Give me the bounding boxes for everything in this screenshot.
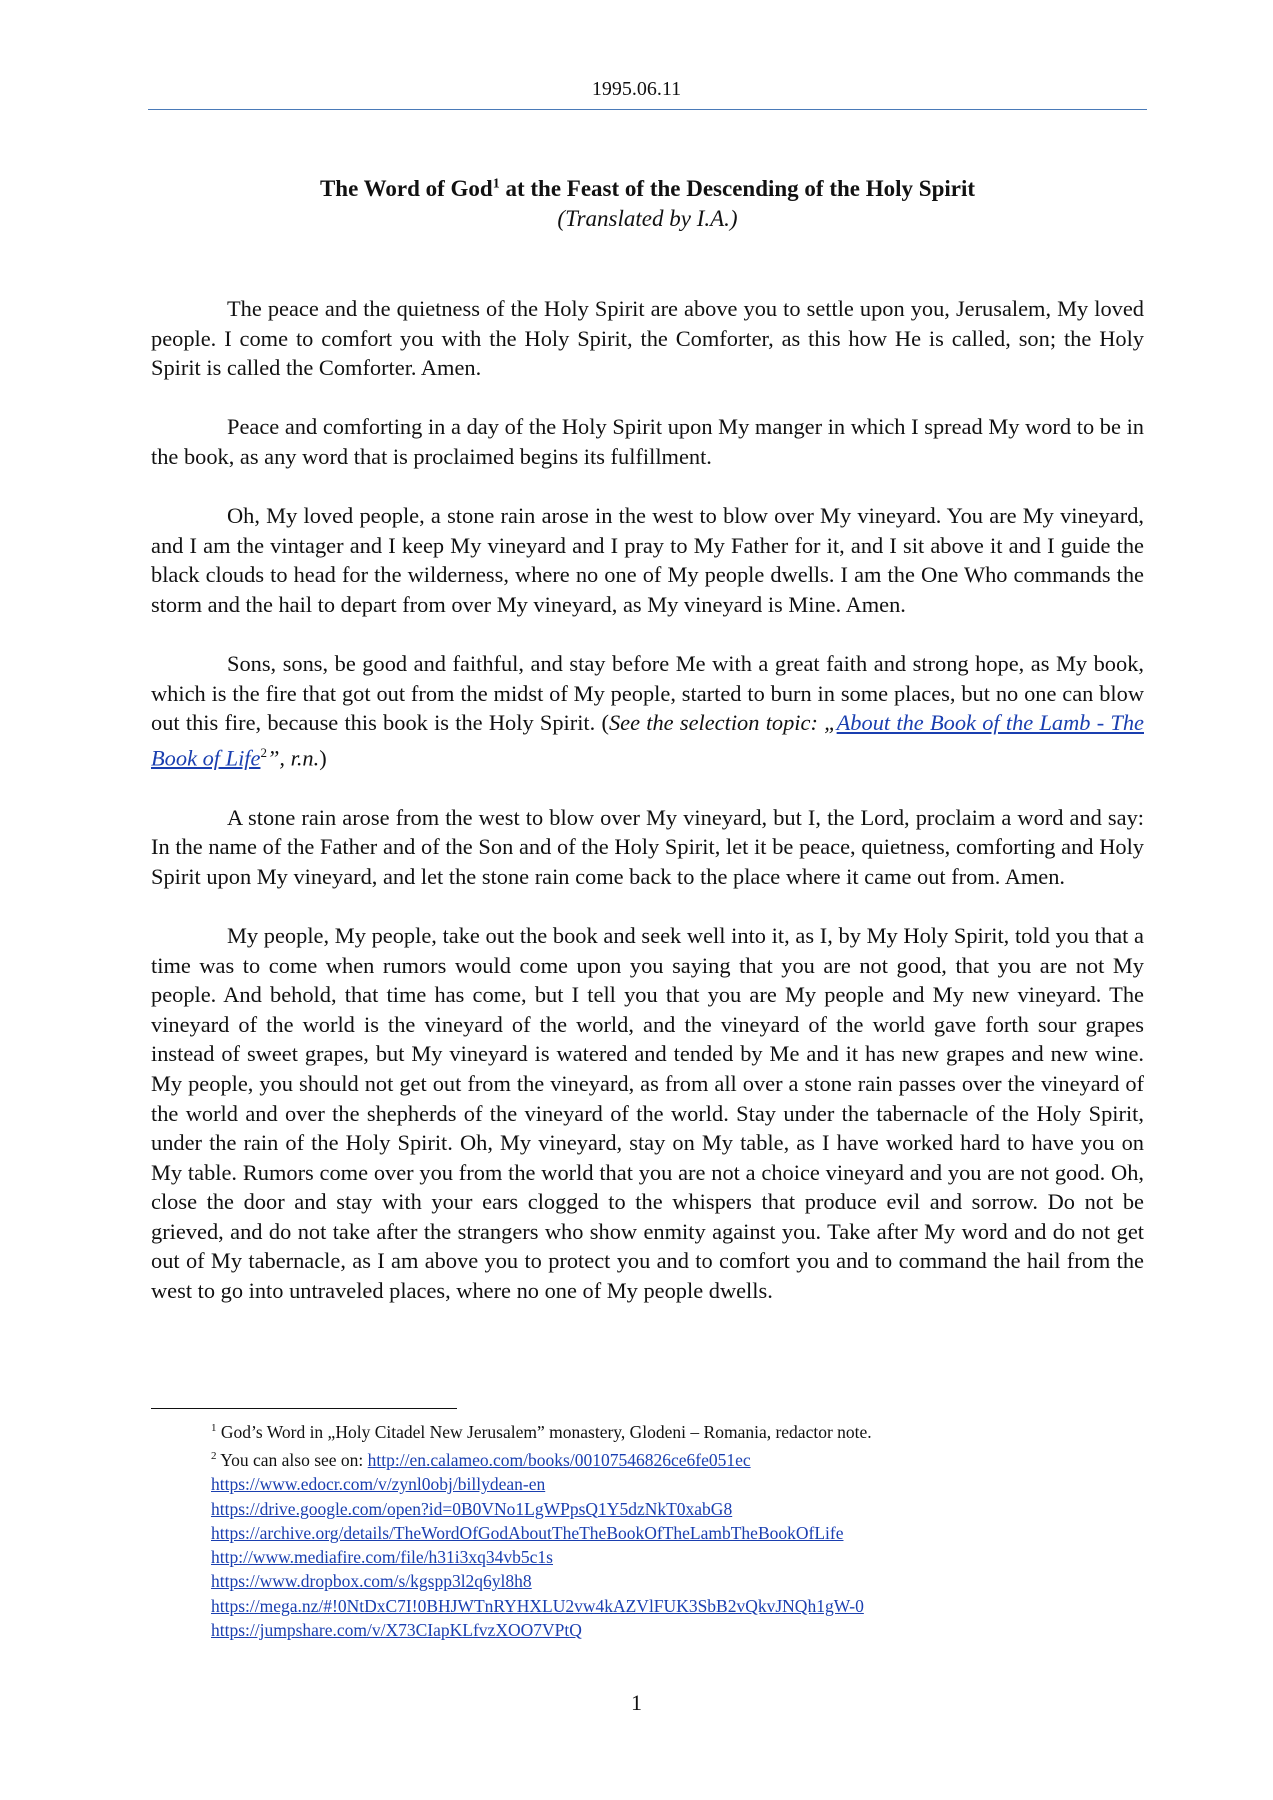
footnote-1 [211, 1416, 1141, 1444]
paragraph-4 [151, 649, 1144, 773]
footnote-link-google-drive[interactable]: https://drive.google.com/open?id=0B0VNo1LgWPpsQ1Y5dzNkT0xabG8 [211, 1498, 733, 1519]
footnote-link-list [211, 1472, 1141, 1642]
footnote-link-dropbox[interactable]: https://www.dropbox.com/s/kgspp3l2q6yl8h8 [211, 1571, 532, 1592]
paragraph-2: Peace and comforting in a day of the Holy Spirit upon My manger in which I spread My word to be in the book, as any word that is proclaimed begins its fulfillment. [151, 414, 1144, 469]
title-text-before: The Word of God [319, 176, 493, 201]
footnote-link-jumpshare[interactable]: https://jumpshare.com/v/X73CIapKLfvzXOO7VPtQ [211, 1620, 582, 1641]
footnote-link-calameo[interactable]: http://en.calameo.com/books/00107546826ce6fe051ec [367, 1449, 751, 1470]
paragraph-6: My people, My people, take out the book and seek well into it, as I, by My Holy Spirit, told you that a time was to come when rumors would come upon you saying that you are not good, that you are not My people. And behold, that time has come, but I tell you that you are My people and My new vineyard. The vineyard of the world is the vineyard of the world, and the vineyard of the world gave forth sour grapes instead of sweet grapes, but My vineyard is watered and tended by Me and it has new grapes and new wine. My people, you should not get out from the vineyard, as from all over a stone rain passes over the vineyard of the world and over the shepherds of the vineyard of the world. Stay under the tabernacle of the Holy Spirit, under the rain of the Holy Spirit. Oh, My vineyard, stay on My table, as I have worked hard to have you on My table. Rumors come over you from the world that you are not a choice vineyard and you are not good. Oh, close the door and stay with your ears clogged to the whispers that produce evil and sorrow. Do not be grieved, and do not take after the strangers who show enmity against you. Take after My word and do not get out of My tabernacle, as I am above you to protect you and to comfort you and to command the hail from the west to go into untraveled places, where no one of My people dwells. [151, 922, 1144, 1304]
footnotes [211, 1416, 1141, 1642]
document-body [151, 294, 1144, 1335]
selection-topic-lead: See the selection topic: „ [608, 710, 837, 736]
book-of-life-link[interactable]: About the Book of the Lamb - The Book of Life [151, 710, 1144, 771]
footnote-1-text: God’s Word in „Holy Citadel New Jerusalem” monastery, Glodeni – Romania, redactor note. [216, 1421, 872, 1442]
footnote-2 [211, 1444, 1141, 1472]
title-text-after: at the Feast of the Descending of the Holy Spirit [499, 176, 976, 201]
selection-topic-tail: ”, r.n. [266, 745, 320, 771]
paragraph-1: The peace and the quietness of the Holy Spirit are above you to settle upon you, Jerusalem, My loved people. I come to comfort you with the Holy Spirit, the Comforter, as this how He is called, son; the Holy Spirit is called the Comforter. Amen. [151, 296, 1144, 381]
paragraph-5: A stone rain arose from the west to blow over My vineyard, but I, the Lord, proclaim a word and say: In the name of the Father and of the Son and of the Holy Spirit, let it be peace, quietness, comforting and Holy Spirit upon My vineyard, and let the stone rain come back to the place where it came out from. Amen. [151, 804, 1144, 889]
footnote-link-archive-org[interactable]: https://archive.org/details/TheWordOfGodAboutTheTheBookOfTheLambTheBookOfLife [211, 1522, 844, 1543]
page-number: 1 [631, 1690, 642, 1715]
paragraph-4-text: Sons, sons, be good and faithful, and stay before Me with a great faith and strong hope, as My book, which is the fire that got out from the midst of My people, started to burn in some places, but no one can blow out this fire, because this book is the Holy Spirit. ( [151, 651, 1144, 736]
footnote-separator [151, 1408, 457, 1409]
footnote-2-text: You can also see on: [216, 1449, 368, 1470]
document-subtitle: (Translated by I.A.) [557, 206, 738, 231]
header-date: 1995.06.11 [591, 78, 682, 100]
footnote-ref-2[interactable]: 2 [260, 744, 267, 760]
footnote-link-edocr[interactable]: https://www.edocr.com/v/zynl0obj/billydean-en [211, 1474, 546, 1495]
footnote-link-mediafire[interactable]: http://www.mediafire.com/file/h31i3xq34vb5c1s [211, 1547, 553, 1568]
footnote-1-number: 1 [211, 1422, 217, 1434]
header-rule [148, 109, 1147, 110]
paragraph-4-close: ) [319, 745, 327, 771]
paragraph-3: Oh, My loved people, a stone rain arose in the west to blow over My vineyard. You are My vineyard, and I am the vintager and I keep My vineyard and I pray to My Father for it, and I sit above it and I guide the black clouds to head for the wilderness, where no one of My people dwells. I am the One Who commands the storm and the hail to depart from over My vineyard, as My vineyard is Mine. Amen. [151, 503, 1144, 617]
footnote-ref-1[interactable]: 1 [492, 176, 500, 192]
document-title [148, 176, 1147, 202]
footnote-link-mega[interactable]: https://mega.nz/#!0NtDxC7I!0BHJWTnRYHXLU2vw4kAZVlFUK3SbB2vQkvJNQh1gW-0 [211, 1595, 864, 1616]
footnote-2-number: 2 [211, 1450, 217, 1463]
